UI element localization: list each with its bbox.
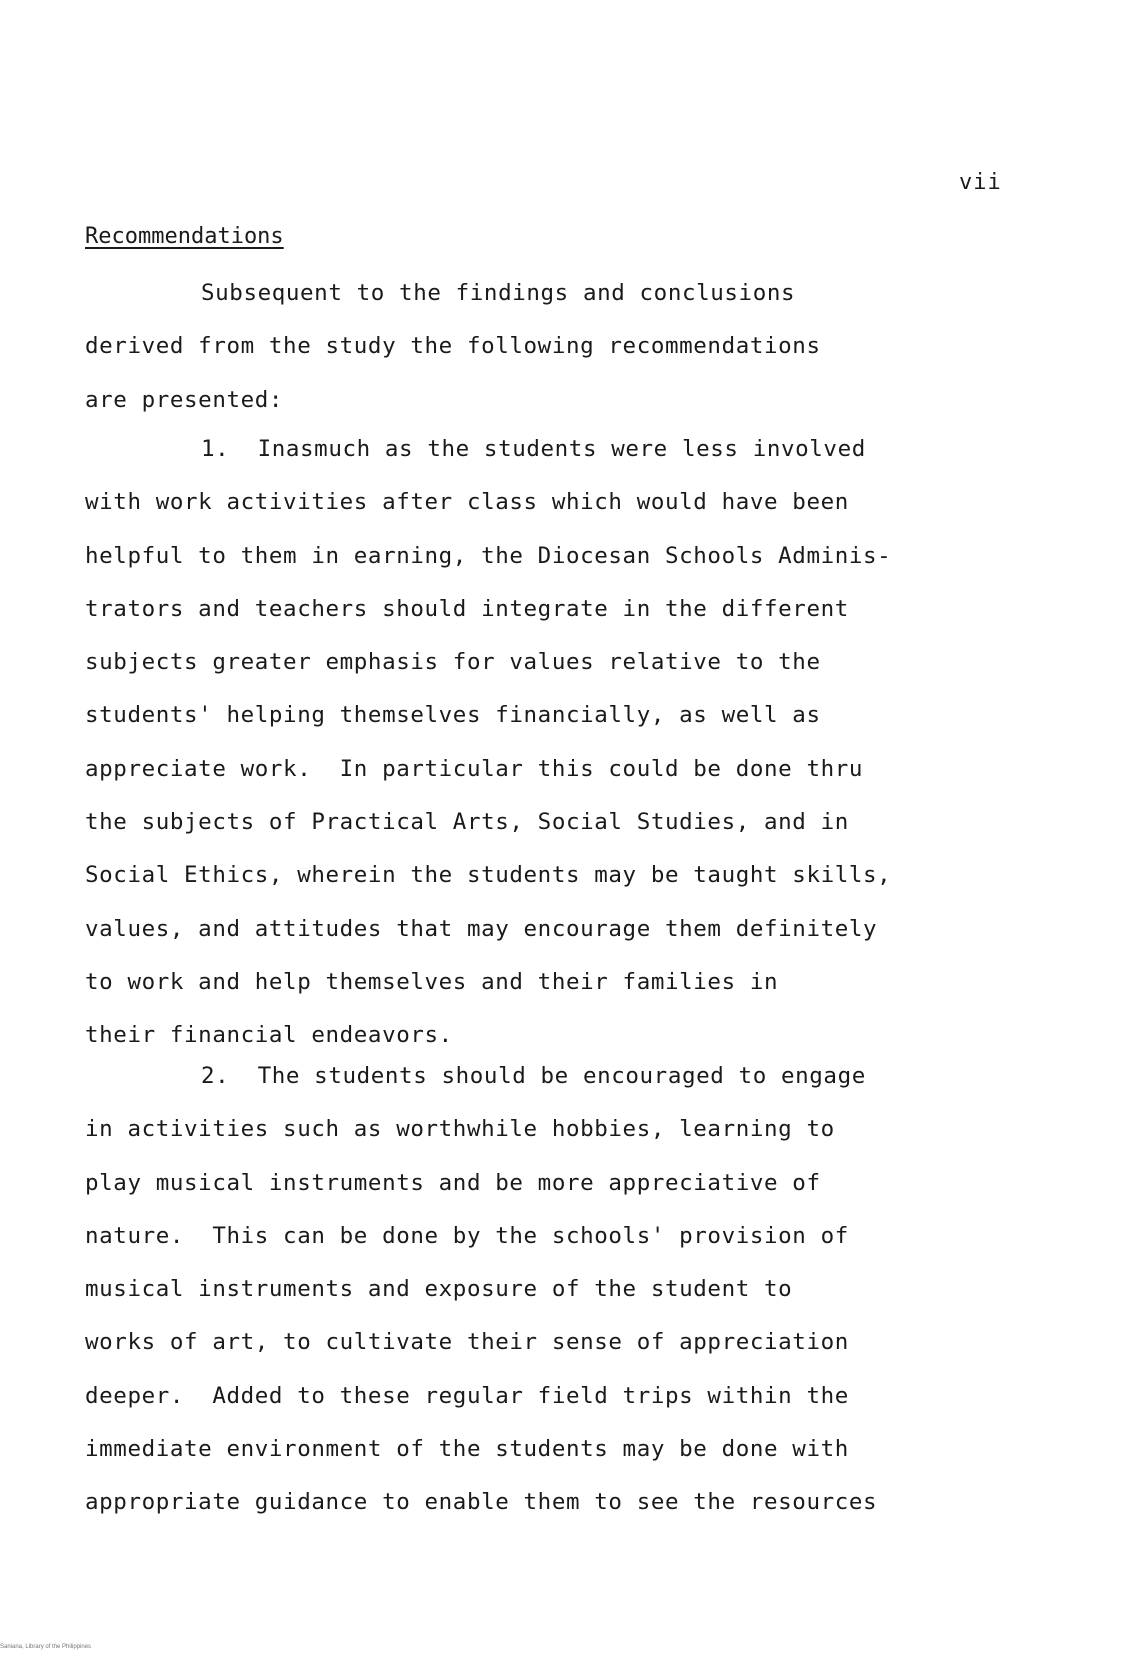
text-line: are presented:: [85, 386, 284, 413]
text-line: their financial endeavors.: [85, 1022, 453, 1049]
intro-paragraph: [85, 267, 1085, 427]
section-heading: Recommendations: [85, 224, 284, 249]
text-line: the subjects of Practical Arts, Social Studies, and in: [85, 809, 849, 836]
text-line: appreciate work. In particular this could be done thru: [85, 755, 864, 782]
recommendation-1: [85, 423, 1085, 1063]
text-line: to work and help themselves and their families in: [85, 968, 779, 995]
text-line: helpful to them in earning, the Diocesan Schools Adminis-: [85, 542, 892, 569]
page-number: vii: [959, 170, 1002, 195]
text-line: Subsequent to the findings and conclusions: [201, 280, 796, 306]
text-line: trators and teachers should integrate in the different: [85, 595, 849, 622]
text-line: derived from the study the following recommendations: [85, 333, 821, 360]
text-line: play musical instruments and be more appreciative of: [85, 1169, 821, 1196]
text-line: 2. The students should be encouraged to engage: [201, 1063, 866, 1089]
text-line: students' helping themselves financially, as well as: [85, 702, 821, 729]
text-line: deeper. Added to these regular field trips within the: [85, 1382, 849, 1409]
text-line: musical instruments and exposure of the student to: [85, 1276, 793, 1303]
text-line: in activities such as worthwhile hobbies, learning to: [85, 1116, 835, 1143]
recommendation-2: [85, 1050, 1085, 1530]
text-line: appropriate guidance to enable them to see the resources: [85, 1489, 878, 1516]
footer-watermark: Saniana, Library of the Philippines: [0, 1644, 92, 1650]
text-line: values, and attitudes that may encourage them definitely: [85, 915, 878, 942]
text-line: subjects greater emphasis for values relative to the: [85, 649, 821, 676]
text-line: Social Ethics, wherein the students may be taught skills,: [85, 862, 892, 889]
text-line: nature. This can be done by the schools' provision of: [85, 1222, 849, 1249]
text-line: works of art, to cultivate their sense of appreciation: [85, 1329, 849, 1356]
text-line: immediate environment of the students may be done with: [85, 1436, 849, 1463]
text-line: 1. Inasmuch as the students were less involved: [201, 436, 866, 462]
text-line: with work activities after class which would have been: [85, 489, 849, 516]
